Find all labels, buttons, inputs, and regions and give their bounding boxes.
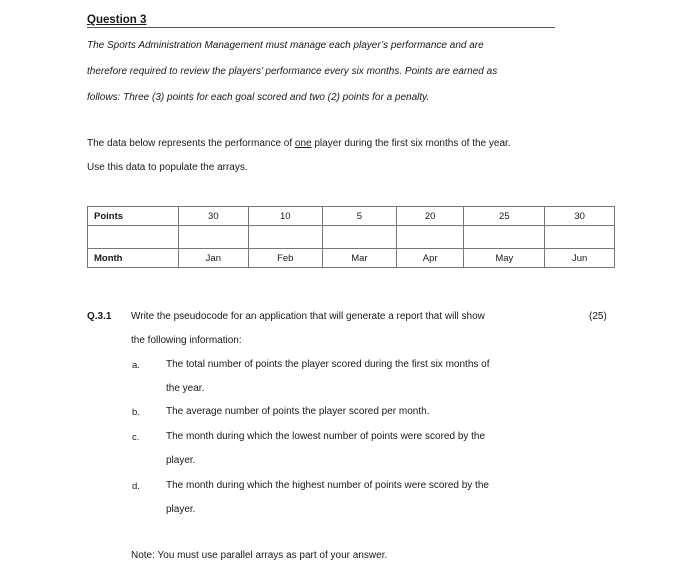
points-cell: 30 xyxy=(179,207,249,226)
month-row-header: Month xyxy=(88,249,179,268)
blank-cell xyxy=(248,226,322,249)
item-c-label: c. xyxy=(132,432,140,443)
blank-cell xyxy=(179,226,249,249)
intro-line-2: therefore required to review the players’ performance every six months. Points are earned as xyxy=(87,66,498,77)
subquestion-number: Q.3.1 xyxy=(87,311,112,322)
month-cell: Jan xyxy=(179,249,249,268)
subquestion-text-line-2: the following information: xyxy=(131,335,242,346)
item-a-line-1: The total number of points the player scored during the first six months of xyxy=(166,359,490,370)
subquestion-text-line-1: Write the pseudocode for an application that will generate a report that will show xyxy=(131,311,485,322)
data-description-line-2: Use this data to populate the arrays. xyxy=(87,162,248,173)
month-cell: Mar xyxy=(322,249,396,268)
marks-allocation: (25) xyxy=(589,311,607,322)
points-cell: 30 xyxy=(545,207,615,226)
blank-cell xyxy=(88,226,179,249)
blank-cell xyxy=(396,226,463,249)
item-d-line-2: player. xyxy=(166,504,196,515)
blank-cell xyxy=(545,226,615,249)
points-cell: 20 xyxy=(396,207,463,226)
points-cell: 5 xyxy=(322,207,396,226)
points-cell: 25 xyxy=(464,207,545,226)
item-c-line-1: The month during which the lowest number of points were scored by the xyxy=(166,431,486,442)
month-cell: May xyxy=(464,249,545,268)
heading-underline-rule xyxy=(87,27,555,28)
data-description-before: The data below represents the performance of xyxy=(87,138,295,149)
blank-row xyxy=(88,226,615,249)
item-d-line-1: The month during which the highest number of points were scored by the xyxy=(166,480,489,491)
points-cell: 10 xyxy=(248,207,322,226)
question-heading: Question 3 xyxy=(87,14,147,26)
data-description-after: player during the first six months of the year. xyxy=(311,138,511,149)
performance-table xyxy=(87,206,615,268)
points-row-header: Points xyxy=(88,207,179,226)
data-description-line-1 xyxy=(87,138,511,149)
intro-line-1: The Sports Administration Management must manage each player’s performance and are xyxy=(87,40,484,51)
month-cell: Apr xyxy=(396,249,463,268)
blank-cell xyxy=(464,226,545,249)
blank-cell xyxy=(322,226,396,249)
parallel-arrays-note: Note: You must use parallel arrays as part of your answer. xyxy=(131,550,388,561)
item-a-label: a. xyxy=(132,360,140,371)
intro-line-3: follows: Three (3) points for each goal scored and two (2) points for a penalty. xyxy=(87,92,430,103)
month-cell: Feb xyxy=(248,249,322,268)
item-c-line-2: player. xyxy=(166,455,196,466)
item-d-label: d. xyxy=(132,481,140,492)
month-row xyxy=(88,249,615,268)
item-b-label: b. xyxy=(132,407,140,418)
item-a-line-2: the year. xyxy=(166,383,205,394)
item-b-line-1: The average number of points the player scored per month. xyxy=(166,406,430,417)
data-description-emphasis: one xyxy=(294,138,312,149)
points-row xyxy=(88,207,615,226)
month-cell: Jun xyxy=(545,249,615,268)
